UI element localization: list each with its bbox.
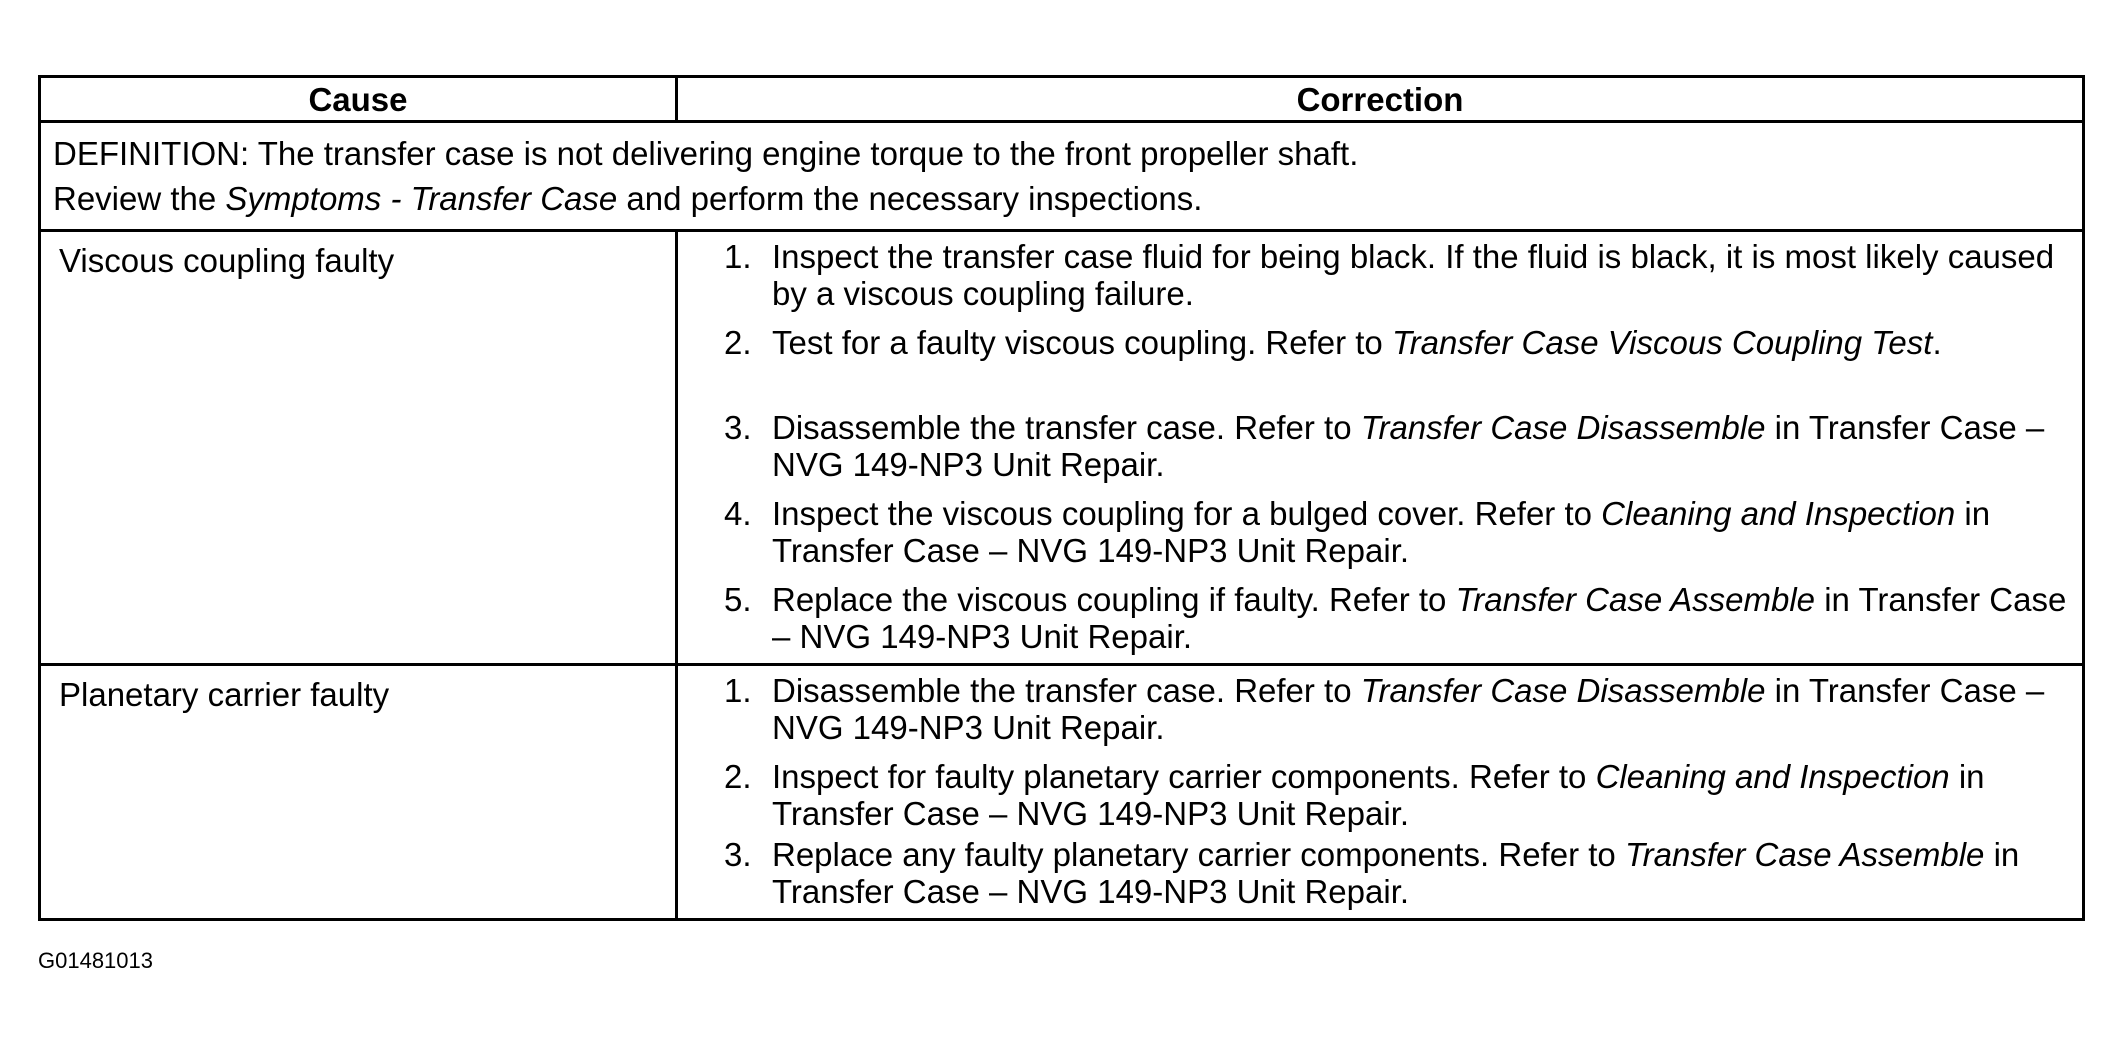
- correction-cell: [677, 231, 2084, 665]
- step-text: [772, 238, 2078, 312]
- step-text: [772, 495, 2078, 569]
- step-item: [724, 758, 2078, 832]
- correction-steps: [678, 666, 2082, 918]
- step-text-a: Disassemble the transfer case. Refer to: [772, 409, 1361, 446]
- step-item: [724, 238, 2078, 312]
- step-number: 1.: [724, 672, 752, 709]
- step-number: 4.: [724, 495, 752, 532]
- step-text: [772, 758, 2078, 832]
- step-reference: Transfer Case Assemble: [1624, 836, 1985, 873]
- step-text: [772, 672, 2078, 746]
- step-number: 1.: [724, 238, 752, 275]
- step-item: [724, 324, 2078, 361]
- step-item: [724, 495, 2078, 569]
- step-text-b: in Transfer Case – NVG 149-NP3 Unit Repair.: [772, 672, 2045, 746]
- step-item: [724, 836, 2078, 910]
- step-item: [724, 581, 2078, 655]
- step-text-a: Replace any faulty planetary carrier components. Refer to: [772, 836, 1625, 873]
- step-text-a: Inspect the transfer case fluid for being black. If the fluid is black, it is most likely caused by a viscous coupling failure.: [772, 238, 2055, 312]
- step-text-a: Disassemble the transfer case. Refer to: [772, 672, 1361, 709]
- step-text: [772, 324, 2078, 361]
- step-number: 3.: [724, 836, 752, 873]
- header-correction: Correction: [677, 77, 2084, 122]
- review-suffix: and perform the necessary inspections.: [617, 180, 1203, 217]
- step-reference: Transfer Case Assemble: [1455, 581, 1816, 618]
- header-cause: Cause: [40, 77, 677, 122]
- step-text-a: Test for a faulty viscous coupling. Refer to: [772, 324, 1392, 361]
- figure-code: G01481013: [38, 948, 153, 973]
- table-row: [40, 231, 2084, 665]
- correction-steps: [678, 232, 2082, 663]
- correction-cell: [677, 665, 2084, 920]
- step-text-b: in Transfer Case – NVG 149-NP3 Unit Repair.: [772, 409, 2045, 483]
- step-reference: Cleaning and Inspection: [1595, 758, 1950, 795]
- cause-cell: Planetary carrier faulty: [40, 665, 677, 920]
- cause-cell: Viscous coupling faulty: [40, 231, 677, 665]
- step-text-a: Replace the viscous coupling if faulty. Refer to: [772, 581, 1456, 618]
- step-text-b: .: [1932, 324, 1942, 361]
- step-text-a: Inspect the viscous coupling for a bulged cover. Refer to: [772, 495, 1602, 532]
- step-text-b: in Transfer Case – NVG 149-NP3 Unit Repair.: [772, 758, 1985, 832]
- step-text-b: in Transfer Case – NVG 149-NP3 Unit Repair.: [772, 836, 2020, 910]
- step-reference: Cleaning and Inspection: [1601, 495, 1956, 532]
- review-text: [53, 176, 2070, 221]
- step-text: [772, 581, 2078, 655]
- step-number: 3.: [724, 409, 752, 446]
- definition-text: DEFINITION: The transfer case is not delivering engine torque to the front propeller shaft.: [53, 135, 1359, 172]
- step-text-b: in Transfer Case – NVG 149-NP3 Unit Repair.: [772, 495, 1991, 569]
- step-number: 2.: [724, 758, 752, 795]
- step-text: [772, 836, 2078, 910]
- table-row: [40, 665, 2084, 920]
- step-item: [724, 672, 2078, 746]
- diagnostic-table: [38, 75, 2085, 921]
- step-number: 2.: [724, 324, 752, 361]
- review-prefix: Review the: [53, 180, 226, 217]
- step-text-a: Inspect for faulty planetary carrier components. Refer to: [772, 758, 1596, 795]
- step-text-b: in Transfer Case – NVG 149-NP3 Unit Repair.: [772, 581, 2067, 655]
- step-reference: Transfer Case Viscous Coupling Test: [1391, 324, 1933, 361]
- step-number: 5.: [724, 581, 752, 618]
- definition-cell: [40, 122, 2084, 231]
- step-text: [772, 409, 2078, 483]
- header-row: [40, 77, 2084, 122]
- definition-row: [40, 122, 2084, 231]
- step-reference: Transfer Case Disassemble: [1360, 672, 1766, 709]
- review-reference: Symptoms - Transfer Case: [225, 180, 618, 217]
- step-item: [724, 409, 2078, 483]
- step-reference: Transfer Case Disassemble: [1360, 409, 1766, 446]
